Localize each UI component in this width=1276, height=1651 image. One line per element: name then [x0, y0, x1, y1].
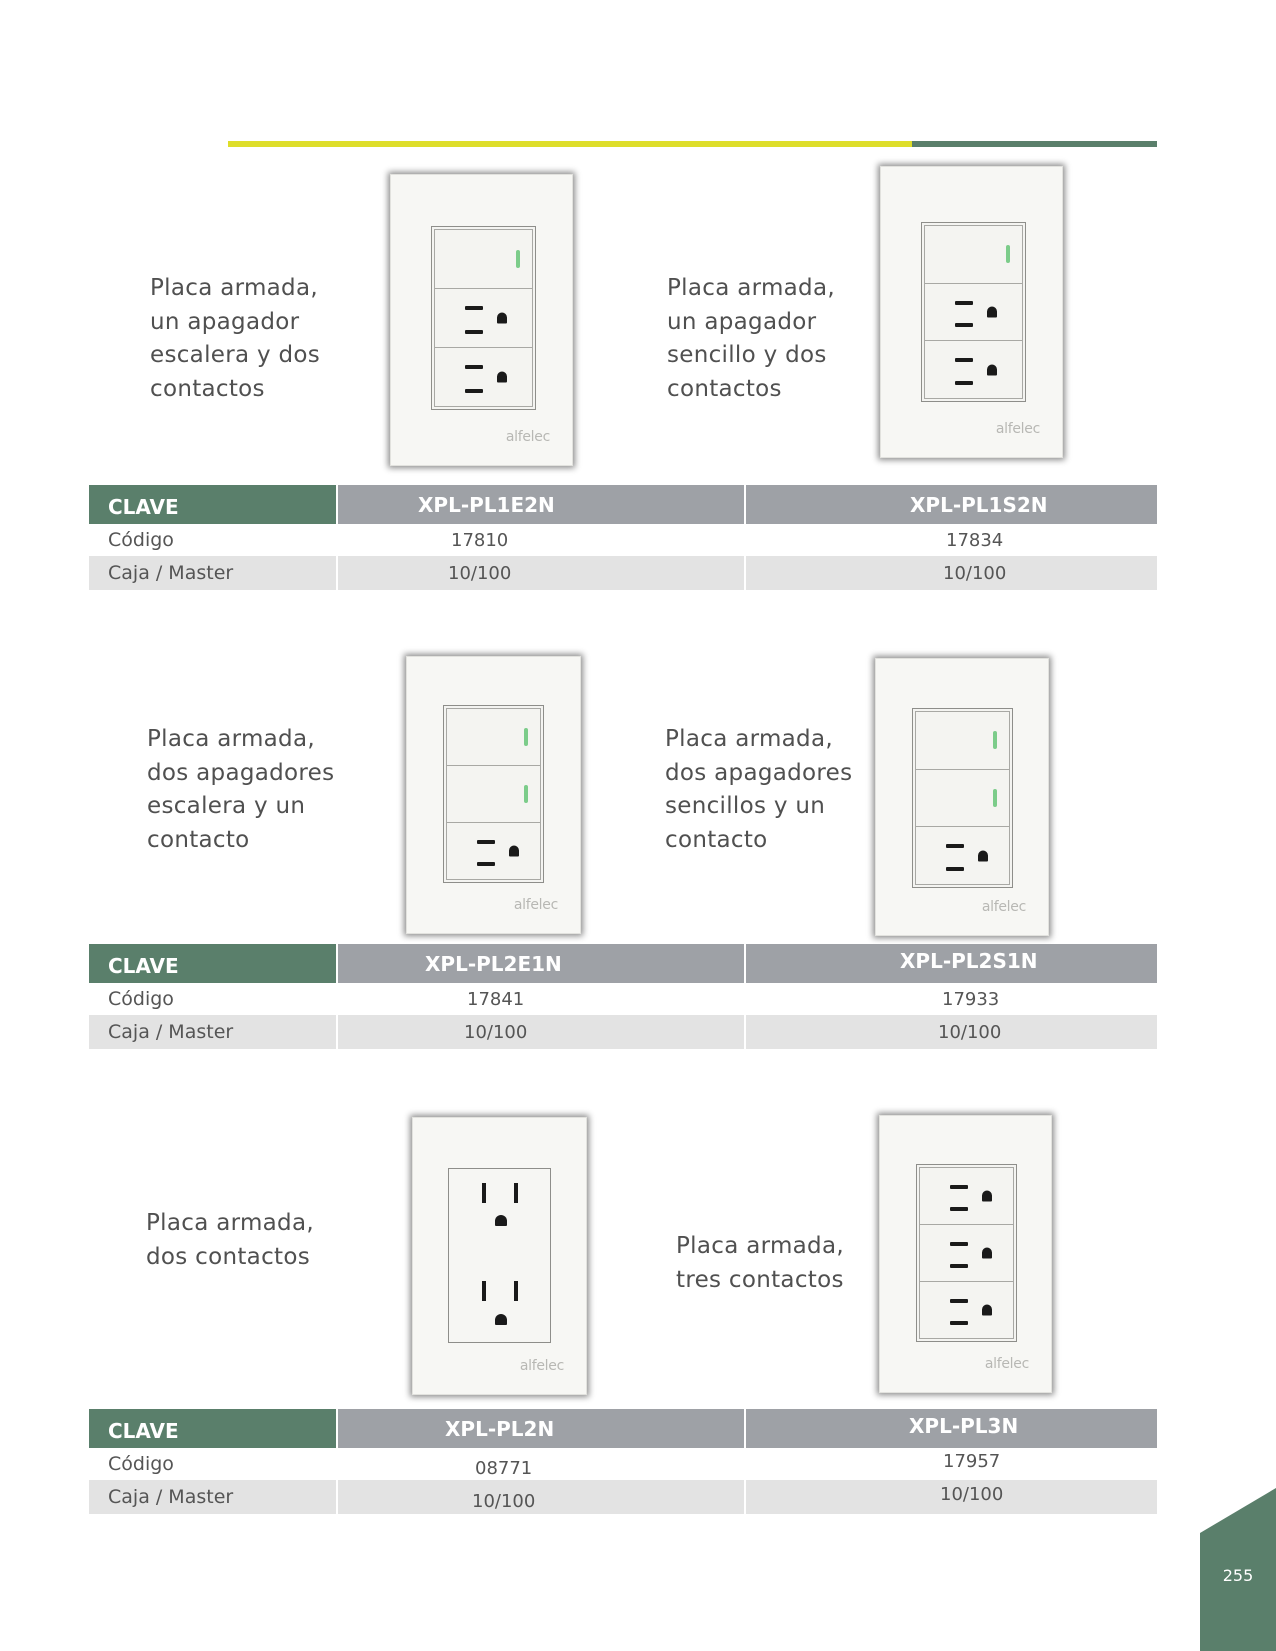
caja-master-value: 10/100: [338, 556, 744, 590]
wall-plate-image: [406, 656, 581, 934]
outlet-receptacle: [916, 827, 1009, 884]
ground-hole: [495, 1314, 507, 1325]
accent-bar-yellow: [228, 141, 912, 147]
switch-rocker: [447, 766, 540, 823]
brand-logo: alfelec: [519, 1358, 564, 1374]
description-line: contacto: [147, 826, 250, 853]
wall-plate-image: [879, 1115, 1052, 1393]
description-line: dos apagadores: [665, 759, 853, 786]
outlet-receptacle: [925, 284, 1022, 342]
description-line: un apagador: [150, 308, 300, 335]
codigo-value: 17810: [451, 529, 509, 551]
top-accent-bar: [228, 141, 1157, 147]
description-line: Placa armada,: [146, 1210, 314, 1236]
description-line: escalera y un: [147, 793, 306, 819]
brand-logo: alfelec: [981, 899, 1026, 915]
wall-plate-image: [412, 1117, 587, 1395]
product-description: [667, 272, 835, 406]
product-spec-table: [89, 1409, 1157, 1514]
switch-rocker: [435, 230, 532, 289]
brand-logo: alfelec: [984, 1356, 1029, 1372]
description-line: tres contactos: [676, 1266, 844, 1293]
switch-rocker: [916, 712, 1009, 770]
table-header-row: [89, 944, 1157, 983]
switch-module: [912, 708, 1013, 888]
product-description: [150, 272, 320, 406]
clave-label: CLAVE: [89, 1409, 336, 1448]
description-line: escalera y dos: [150, 342, 321, 368]
codigo-value: 17957: [943, 1450, 1001, 1472]
table-row: [89, 1448, 1157, 1480]
description-line: Placa armada,: [665, 726, 833, 752]
switch-rocker: [447, 709, 540, 766]
description-line: un apagador: [667, 308, 817, 335]
indicator-light-icon: [993, 789, 997, 807]
switch-rocker: [916, 770, 1009, 828]
outlet-slot: [482, 1281, 486, 1301]
outlet-receptacle: [925, 341, 1022, 398]
outlet-receptacle: [435, 348, 532, 406]
codigo-value: 08771: [475, 1457, 533, 1479]
table-header-row: [89, 1409, 1157, 1448]
outlet-slot: [482, 1183, 486, 1203]
product-spec-table: [89, 944, 1157, 1049]
codigo-value: 17834: [946, 529, 1004, 551]
caja-master-value: 10/100: [746, 556, 1157, 590]
caja-master-value: 10/100: [746, 1480, 1157, 1514]
outlet-module: [916, 1164, 1017, 1342]
outlet-receptacle: [920, 1225, 1013, 1282]
product-code: XPL-PL2E1N: [338, 944, 744, 983]
indicator-light-icon: [1006, 245, 1010, 263]
caja-master-value: 10/100: [338, 1015, 744, 1049]
indicator-light-icon: [524, 785, 528, 803]
outlet-slot: [514, 1281, 518, 1301]
product-description: [665, 723, 852, 857]
product-spec-table: [89, 485, 1157, 590]
description-line: contacto: [665, 826, 768, 853]
brand-logo: alfelec: [505, 429, 550, 445]
switch-rocker: [925, 226, 1022, 284]
wall-plate-image: [390, 174, 573, 466]
indicator-light-icon: [524, 728, 528, 746]
caja-master-value: 10/100: [746, 1015, 1157, 1049]
outlet-receptacle: [920, 1282, 1013, 1338]
description-line: contactos: [150, 375, 265, 402]
description-line: Placa armada,: [147, 726, 315, 752]
table-row: [89, 556, 1157, 590]
caja-master-value: 10/100: [338, 1480, 744, 1514]
description-line: dos contactos: [146, 1243, 310, 1270]
description-line: Placa armada,: [150, 275, 318, 301]
page-number: 255: [1222, 1566, 1254, 1585]
switch-module: [443, 705, 544, 883]
table-row: [89, 983, 1157, 1015]
brand-logo: alfelec: [995, 421, 1040, 437]
codigo-label: Código: [108, 1453, 174, 1475]
description-line: contactos: [667, 375, 782, 402]
outlet-receptacle: [920, 1168, 1013, 1225]
product-code: XPL-PL3N: [746, 1409, 1157, 1448]
caja-master-label: Caja / Master: [89, 1015, 336, 1049]
clave-label: CLAVE: [89, 944, 336, 983]
product-description: [676, 1230, 844, 1297]
codigo-value: 17933: [942, 988, 1000, 1010]
table-row: [89, 1015, 1157, 1049]
indicator-light-icon: [993, 731, 997, 749]
switch-module: [921, 222, 1026, 402]
product-description: [146, 1207, 314, 1274]
caja-master-label: Caja / Master: [89, 1480, 336, 1514]
brand-logo: alfelec: [513, 897, 558, 913]
clave-label: CLAVE: [89, 485, 336, 524]
outlet-receptacle: [447, 823, 540, 879]
product-code: XPL-PL1S2N: [746, 485, 1157, 524]
codigo-label: Código: [108, 529, 174, 551]
wall-plate-image: [880, 166, 1063, 458]
product-description: [147, 723, 334, 857]
outlet-slot: [514, 1183, 518, 1203]
indicator-light-icon: [516, 250, 520, 268]
caja-master-label: Caja / Master: [89, 556, 336, 590]
description-line: sencillo y dos: [667, 342, 827, 368]
product-code: XPL-PL2N: [338, 1409, 744, 1448]
description-line: dos apagadores: [147, 759, 335, 786]
wall-plate-image: [875, 658, 1049, 936]
product-code: XPL-PL1E2N: [338, 485, 744, 524]
description-line: Placa armada,: [676, 1233, 844, 1259]
description-line: sencillos y un: [665, 793, 826, 819]
accent-bar-green: [912, 141, 1157, 147]
duplex-outlet: [448, 1168, 551, 1343]
codigo-value: 17841: [467, 988, 525, 1010]
ground-hole: [495, 1215, 507, 1226]
codigo-label: Código: [108, 988, 174, 1010]
table-row: [89, 524, 1157, 556]
switch-module: [431, 226, 536, 410]
table-row: [89, 1480, 1157, 1514]
product-code: XPL-PL2S1N: [746, 944, 1157, 983]
table-header-row: [89, 485, 1157, 524]
outlet-receptacle: [435, 289, 532, 348]
description-line: Placa armada,: [667, 275, 835, 301]
